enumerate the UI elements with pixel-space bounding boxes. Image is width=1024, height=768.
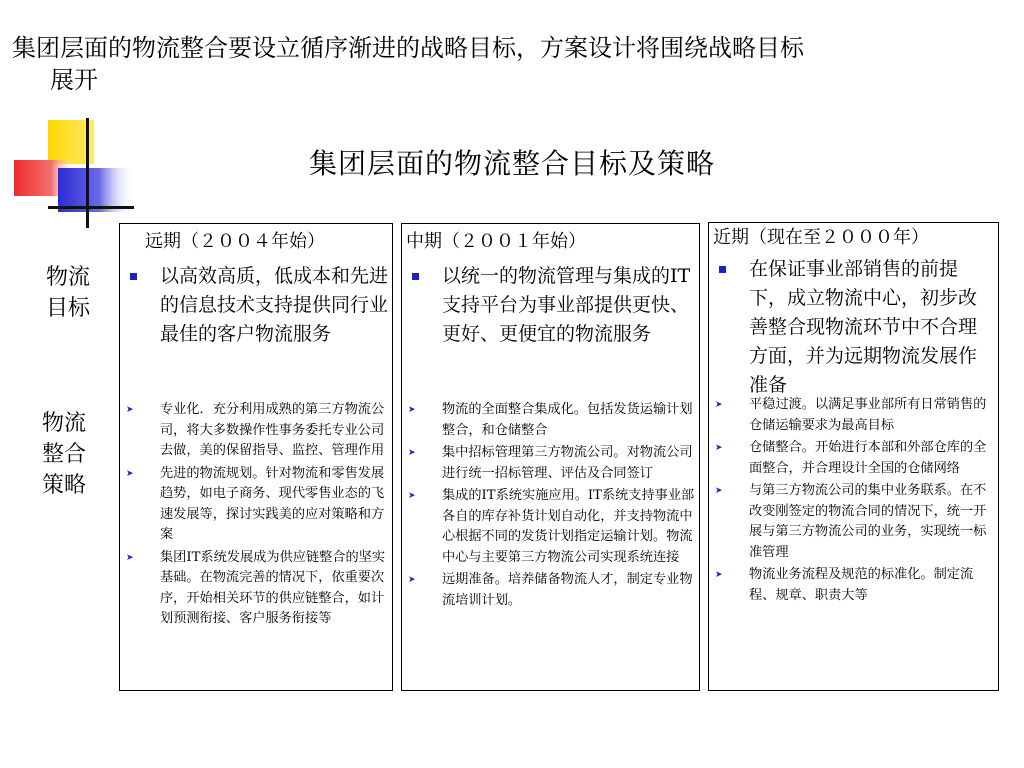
arrow-bullet-icon: ➤: [715, 570, 723, 580]
arrow-bullet-icon: ➤: [126, 468, 134, 479]
square-bullet-icon: [719, 266, 726, 273]
goal-text: 以高效高质，低成本和先进的信息技术支持提供同行业最佳的客户物流服务: [160, 262, 390, 349]
column-heading: 中期（２００１年始）: [406, 231, 586, 252]
arrow-bullet-icon: ➤: [715, 486, 723, 496]
row-label-goal: 物流 目标: [45, 265, 90, 321]
arrow-bullet-icon: ➤: [408, 448, 416, 458]
arrow-bullet-icon: ➤: [408, 405, 416, 415]
arrow-bullet-icon: ➤: [715, 443, 723, 453]
arrow-bullet-icon: ➤: [126, 552, 134, 563]
goal-text: 以统一的物流管理与集成的IT支持平台为事业部提供更快、更好、更便宜的物流服务: [442, 262, 696, 349]
strategy-item: ➤ 先进的物流规划。针对物流和零售发展趋势，如电子商务、现代零售业态的飞速发展等，探讨实践美的应对策略和方案: [126, 465, 385, 542]
strategy-item: ➤ 仓储整合。开始进行本部和外部仓库的全面整合，并合理设计全国的仓储网络: [715, 440, 987, 476]
square-bullet-icon: [130, 273, 137, 280]
arrow-bullet-icon: ➤: [126, 405, 134, 415]
strategy-list: [715, 395, 993, 608]
strategy-item: ➤ 与第三方物流公司的集中业务联系。在不改变刚签定的物流合同的情况下，统一开展与第三方物流公司的业务，实现统一标准管理: [715, 483, 987, 560]
square-bullet-icon: [412, 273, 419, 280]
column-heading: 远期（２００４年始）: [145, 231, 325, 252]
row-label-strategy: 物流 整合 策略: [41, 411, 86, 498]
column-near-term: [708, 222, 999, 691]
header-note: [12, 32, 1002, 96]
column-mid-term: [401, 223, 700, 691]
strategy-item: ➤ 集团IT系统发展成为供应链整合的坚实基础。在物流完善的情况下，依重要次序，开始相关环节的供应链整合，如计划预测衔接、客户服务衔接等: [126, 549, 386, 626]
strategy-item: ➤ 平稳过渡。以满足事业部所有日常销售的仓储运输要求为最高目标: [715, 397, 987, 433]
header-line-2: 展开: [50, 66, 98, 94]
goal-text: 在保证事业部销售的前提下，成立物流中心，初步改善整合现物流环节中不合理方面，并为远期物流发展作准备: [749, 255, 983, 400]
strategy-item: ➤ 物流业务流程及规范的标准化。制定流程、规章、职责大等: [715, 567, 974, 603]
strategy-item: ➤ 远期准备。培养储备物流人才，制定专业物流培训计划。: [408, 572, 693, 608]
arrow-bullet-icon: ➤: [408, 491, 416, 501]
arrow-bullet-icon: ➤: [408, 575, 416, 585]
strategy-list: [126, 400, 386, 632]
strategy-item: ➤ 物流的全面整合集成化。包括发货运输计划整合，和仓储整合: [408, 402, 693, 438]
column-heading: 近期（现在至２０００年）: [713, 227, 929, 248]
slide-title: 集团层面的物流整合目标及策略: [308, 147, 715, 180]
strategy-item: ➤ 专业化．充分利用成熟的第三方物流公司，将大多数操作性事务委托专业公司去做，美的保留指导、监控、管理作用: [126, 402, 385, 458]
column-long-term: [119, 223, 393, 691]
strategy-list: [408, 400, 698, 613]
arrow-bullet-icon: ➤: [715, 400, 723, 410]
header-line-1: 集团层面的物流整合要设立循序渐进的战略目标，方案设计将围绕战略目标: [12, 34, 804, 62]
strategy-item: ➤ 集中招标管理第三方物流公司。对物流公司进行统一招标管理、评估及合同签订: [408, 445, 693, 481]
strategy-item: ➤ 集成的IT系统实施应用。IT系统支持事业部各自的库存补货计划自动化，并支持物流中心根据不同的发货计划指定运输计划。物流中心与主要第三方物流公司实现系统连接: [408, 488, 695, 565]
